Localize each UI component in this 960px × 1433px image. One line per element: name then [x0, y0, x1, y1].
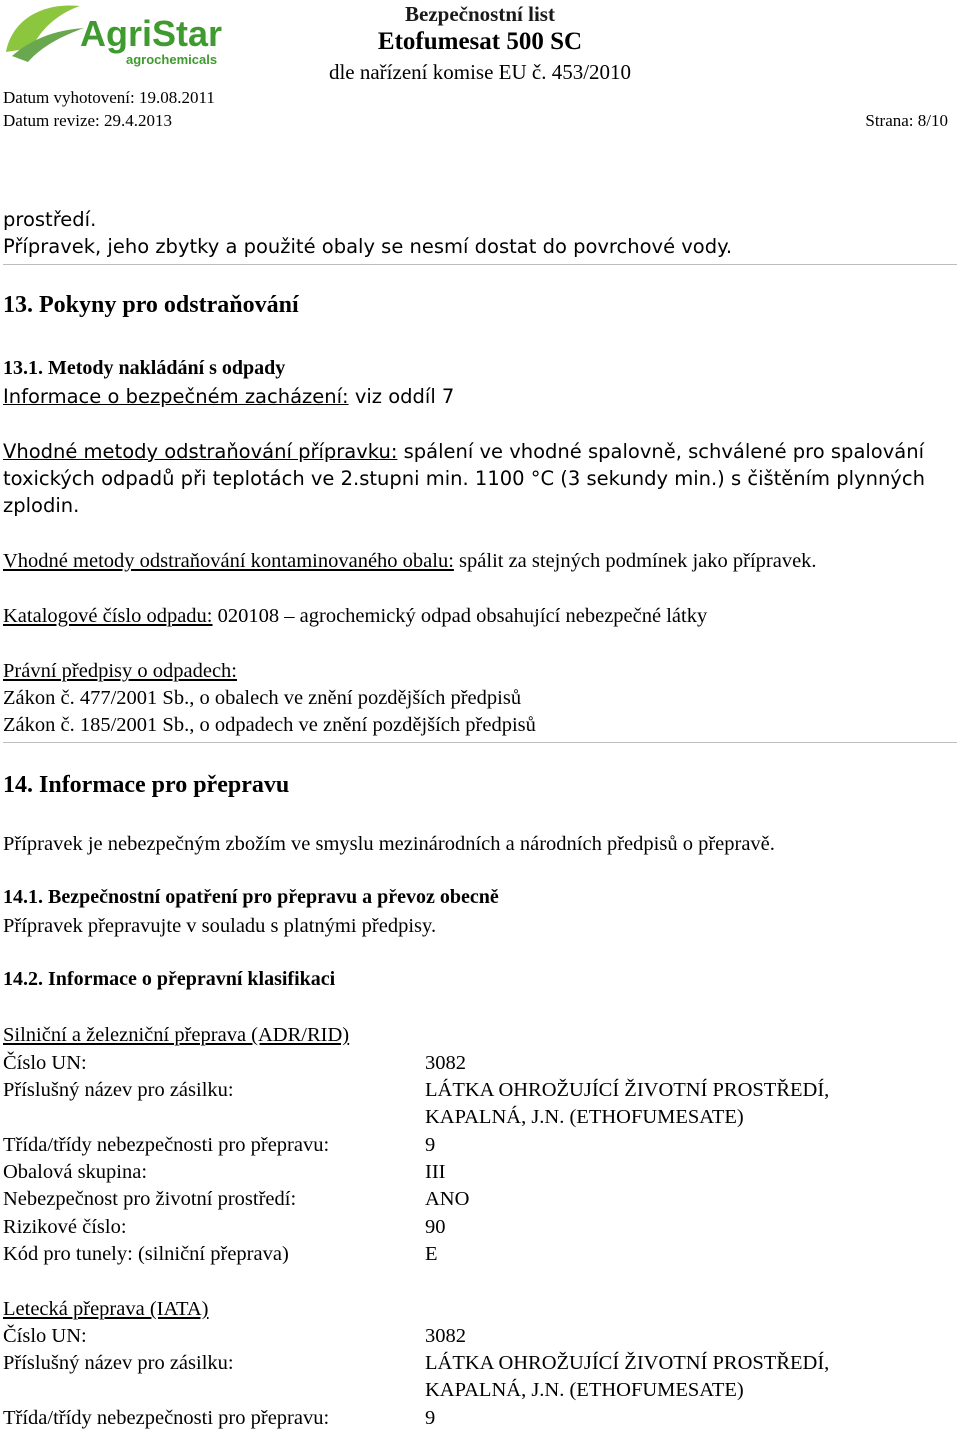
iata-label: Číslo UN: [3, 1325, 87, 1347]
catalog-label: Katalogové číslo odpadu: [3, 605, 213, 627]
law-desc: , o obalech ve znění pozdějších předpisů [189, 687, 522, 709]
regulation: dle nařízení komise EU č. 453/2010 [328, 60, 632, 84]
text-line: Přípravek, jeho zbytky a použité obaly se nesmí dostat do povrchové vody. [3, 235, 733, 258]
issue-date: Datum vyhotovení: 19.08.2011 [3, 88, 215, 107]
law-ref: Zákon č. 477/2001 Sb. [3, 687, 190, 709]
adr-value: 9 [425, 1134, 436, 1156]
adr-label: Třída/třídy nebezpečnosti pro přepravu: [3, 1134, 330, 1156]
adr-value: 3082 [425, 1052, 466, 1074]
section-14-2-title: 14.2. Informace o přepravní klasifikaci [3, 968, 336, 990]
adr-label: Kód pro tunely: (silniční přeprava) [3, 1243, 289, 1265]
methods-label: Vhodné metody odstraňování přípravku: [3, 440, 398, 463]
law-desc: , o odpadech ve znění pozdějších předpisů [189, 714, 536, 736]
adr-label: Příslušný název pro zásilku: [3, 1079, 234, 1101]
adr-label: Rizikové číslo: [3, 1216, 127, 1238]
adr-value: E [425, 1243, 438, 1265]
section-14-title: 14. Informace pro přepravu [3, 772, 290, 798]
methods-value: spálení ve vhodné spalovně, schválené pro spalování [397, 440, 925, 463]
adr-label: Nebezpečnost pro životní prostředí: [3, 1188, 297, 1210]
iata-label: Příslušný název pro zásilku: [3, 1352, 234, 1374]
revision-date: Datum revize: 29.4.2013 [3, 111, 173, 130]
info-value: viz oddíl 7 [348, 385, 455, 408]
adr-value: KAPALNÁ, J.N. (ETHOFUMESATE) [425, 1106, 744, 1128]
iata-value: 9 [425, 1407, 436, 1429]
iata-value: KAPALNÁ, J.N. (ETHOFUMESATE) [425, 1379, 744, 1401]
packaging-value: spálit za stejných podmínek jako přípravek. [453, 550, 817, 572]
iata-label: Třída/třídy nebezpečnosti pro přepravu: [3, 1407, 330, 1429]
text-line: Přípravek je nebezpečným zbožím ve smyslu mezinárodních a národních předpisů o přepravě. [3, 833, 775, 855]
svg-text:AgriStar: AgriStar [80, 13, 223, 54]
divider [3, 742, 957, 743]
section-13-title: 13. Pokyny pro odstraňování [3, 292, 299, 318]
catalog-line [3, 603, 707, 629]
law-ref: Zákon č. 185/2001 Sb. [3, 714, 190, 736]
section-13-1-title: 13.1. Metody nakládání s odpady [3, 357, 286, 379]
section-14-1-title: 14.1. Bezpečnostní opatření pro přepravu a převoz obecně [3, 886, 499, 908]
adr-heading: Silniční a železniční přeprava (ADR/RID) [3, 1024, 350, 1046]
adr-value: 90 [425, 1216, 446, 1238]
page-number: Strana: 8/10 [865, 111, 948, 130]
iata-heading: Letecká přeprava (IATA) [3, 1298, 209, 1320]
adr-value: LÁTKA OHROŽUJÍCÍ ŽIVOTNÍ PROSTŘEDÍ, [425, 1079, 830, 1101]
packaging-label: Vhodné metody odstraňování kontaminovaného obalu: [3, 550, 454, 572]
adr-label: Číslo UN: [3, 1052, 87, 1074]
document-type: Bezpečnostní list [405, 2, 555, 26]
adr-value: III [425, 1161, 446, 1183]
text-line: prostředí. [3, 208, 97, 231]
adr-value: ANO [425, 1188, 470, 1210]
info-label: Informace o bezpečném zacházení: [3, 385, 349, 408]
text-line: zplodin. [3, 494, 80, 517]
text-line: toxických odpadů při teplotách ve 2.stupni min. 1100 °C (3 sekundy min.) s čištěním plynných [3, 467, 925, 490]
text-line: Přípravek přepravujte v souladu s platnými předpisy. [3, 915, 437, 937]
divider [3, 264, 957, 265]
legal-label: Právní předpisy o odpadech: [3, 660, 237, 682]
iata-value: LÁTKA OHROŽUJÍCÍ ŽIVOTNÍ PROSTŘEDÍ, [425, 1352, 830, 1374]
methods-line [3, 439, 924, 465]
product-name: Etofumesat 500 SC [377, 28, 583, 55]
adr-label: Obalová skupina: [3, 1161, 148, 1183]
iata-value: 3082 [425, 1325, 466, 1347]
svg-text:agrochemicals: agrochemicals [126, 52, 218, 67]
law-line [3, 685, 521, 711]
catalog-value: 020108 – agrochemický odpad obsahující nebezpečné látky [212, 605, 708, 627]
law-line [3, 712, 536, 738]
packaging-line [3, 548, 817, 574]
info-line [3, 384, 454, 410]
